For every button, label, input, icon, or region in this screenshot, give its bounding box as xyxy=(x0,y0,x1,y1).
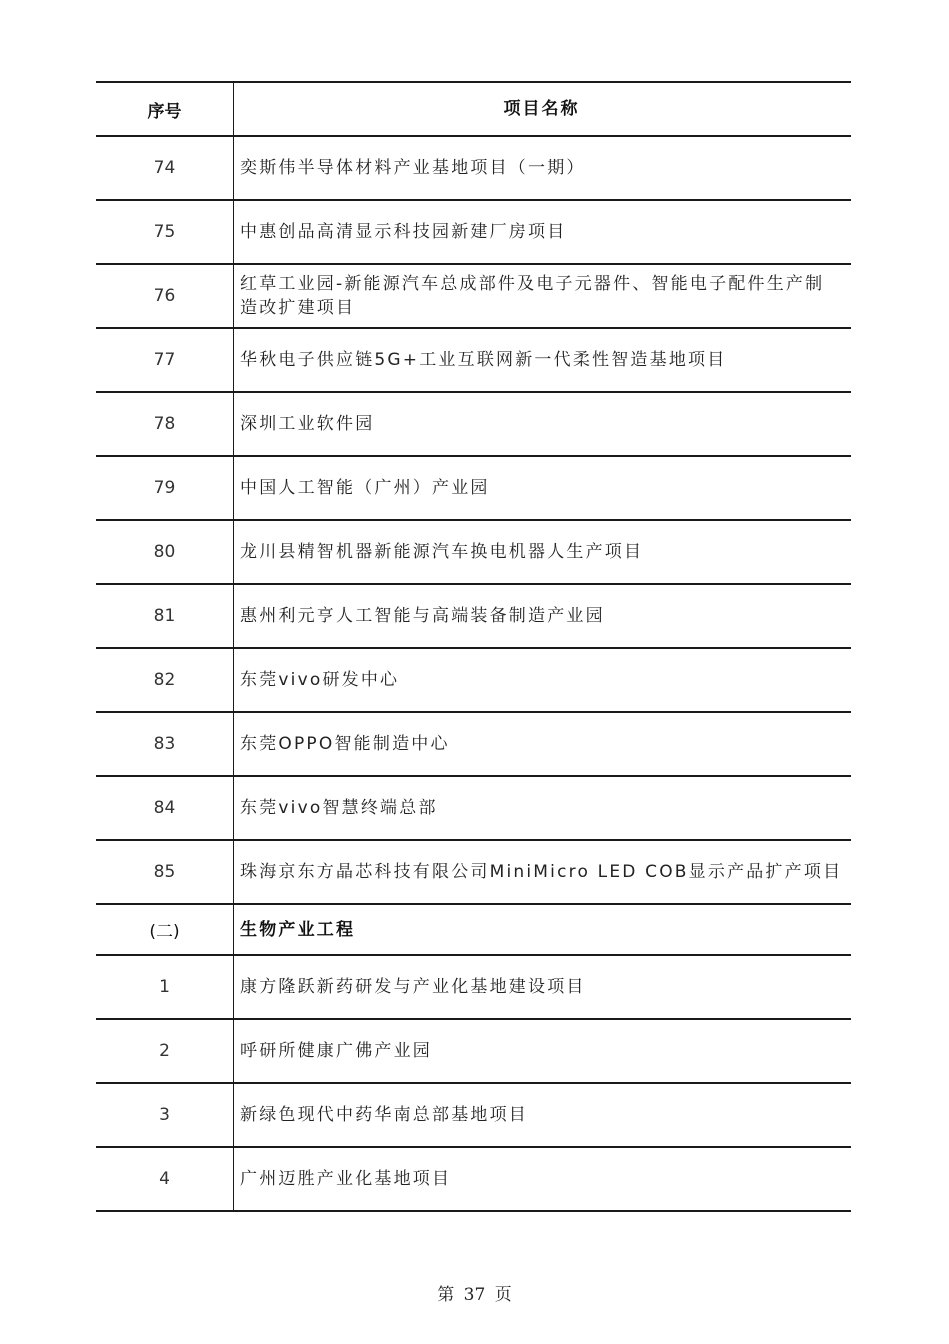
table-row xyxy=(96,841,851,905)
row-project-name: 东莞OPPO智能制造中心 xyxy=(240,734,450,754)
row-project-name: 新绿色现代中药华南总部基地项目 xyxy=(240,1105,528,1125)
row-number: 3 xyxy=(96,1084,234,1146)
row-project-name: 呼研所健康广佛产业园 xyxy=(240,1041,432,1061)
row-number: 84 xyxy=(96,777,234,839)
table-row xyxy=(96,585,851,649)
table-row xyxy=(96,201,851,265)
row-number: 77 xyxy=(96,329,234,391)
section-number: (二) xyxy=(96,905,234,954)
row-project-name: 中惠创品高清显示科技园新建厂房项目 xyxy=(240,222,567,242)
row-project-name: 中国人工智能（广州）产业园 xyxy=(240,478,490,498)
row-number: 80 xyxy=(96,521,234,583)
header-project-name: 项目名称 xyxy=(503,99,580,119)
table-row xyxy=(96,265,851,329)
row-number: 76 xyxy=(96,265,234,327)
row-project-name: 华秋电子供应链5G+工业互联网新一代柔性智造基地项目 xyxy=(240,350,727,370)
row-project-name: 红草工业园-新能源汽车总成部件及电子元器件、智能电子配件生产制造改扩建项目 xyxy=(240,274,825,318)
row-number: 74 xyxy=(96,137,234,199)
header-serial-number: 序号 xyxy=(96,83,234,135)
row-number: 1 xyxy=(96,956,234,1018)
row-project-name: 东莞vivo智慧终端总部 xyxy=(240,798,438,818)
row-project-name: 康方隆跃新药研发与产业化基地建设项目 xyxy=(240,977,586,997)
row-number: 2 xyxy=(96,1020,234,1082)
row-project-name: 广州迈胜产业化基地项目 xyxy=(240,1169,452,1189)
project-table xyxy=(96,81,851,1212)
table-row xyxy=(96,713,851,777)
table-row xyxy=(96,1148,851,1212)
page-number: 第 37 页 xyxy=(437,1285,512,1305)
table-row xyxy=(96,1084,851,1148)
row-number: 75 xyxy=(96,201,234,263)
row-project-name: 惠州利元亨人工智能与高端装备制造产业园 xyxy=(240,606,605,626)
table-row xyxy=(96,956,851,1020)
table-row xyxy=(96,777,851,841)
table-row xyxy=(96,137,851,201)
row-project-name: 奕斯伟半导体材料产业基地项目（一期） xyxy=(240,158,586,178)
table-header-row xyxy=(96,81,851,137)
table-row xyxy=(96,329,851,393)
row-number: 78 xyxy=(96,393,234,455)
row-project-name: 深圳工业软件园 xyxy=(240,414,375,434)
section-row xyxy=(96,905,851,956)
section-title: 生物产业工程 xyxy=(240,919,356,940)
row-number: 85 xyxy=(96,841,234,903)
table-row xyxy=(96,521,851,585)
row-number: 82 xyxy=(96,649,234,711)
row-number: 83 xyxy=(96,713,234,775)
table-row xyxy=(96,1020,851,1084)
table-row xyxy=(96,649,851,713)
row-number: 4 xyxy=(96,1148,234,1210)
row-number: 79 xyxy=(96,457,234,519)
row-project-name: 珠海京东方晶芯科技有限公司MiniMicro LED COB显示产品扩产项目 xyxy=(240,862,843,882)
row-project-name: 龙川县精智机器新能源汽车换电机器人生产项目 xyxy=(240,542,644,562)
row-number: 81 xyxy=(96,585,234,647)
table-row xyxy=(96,393,851,457)
table-row xyxy=(96,457,851,521)
row-project-name: 东莞vivo研发中心 xyxy=(240,670,400,690)
